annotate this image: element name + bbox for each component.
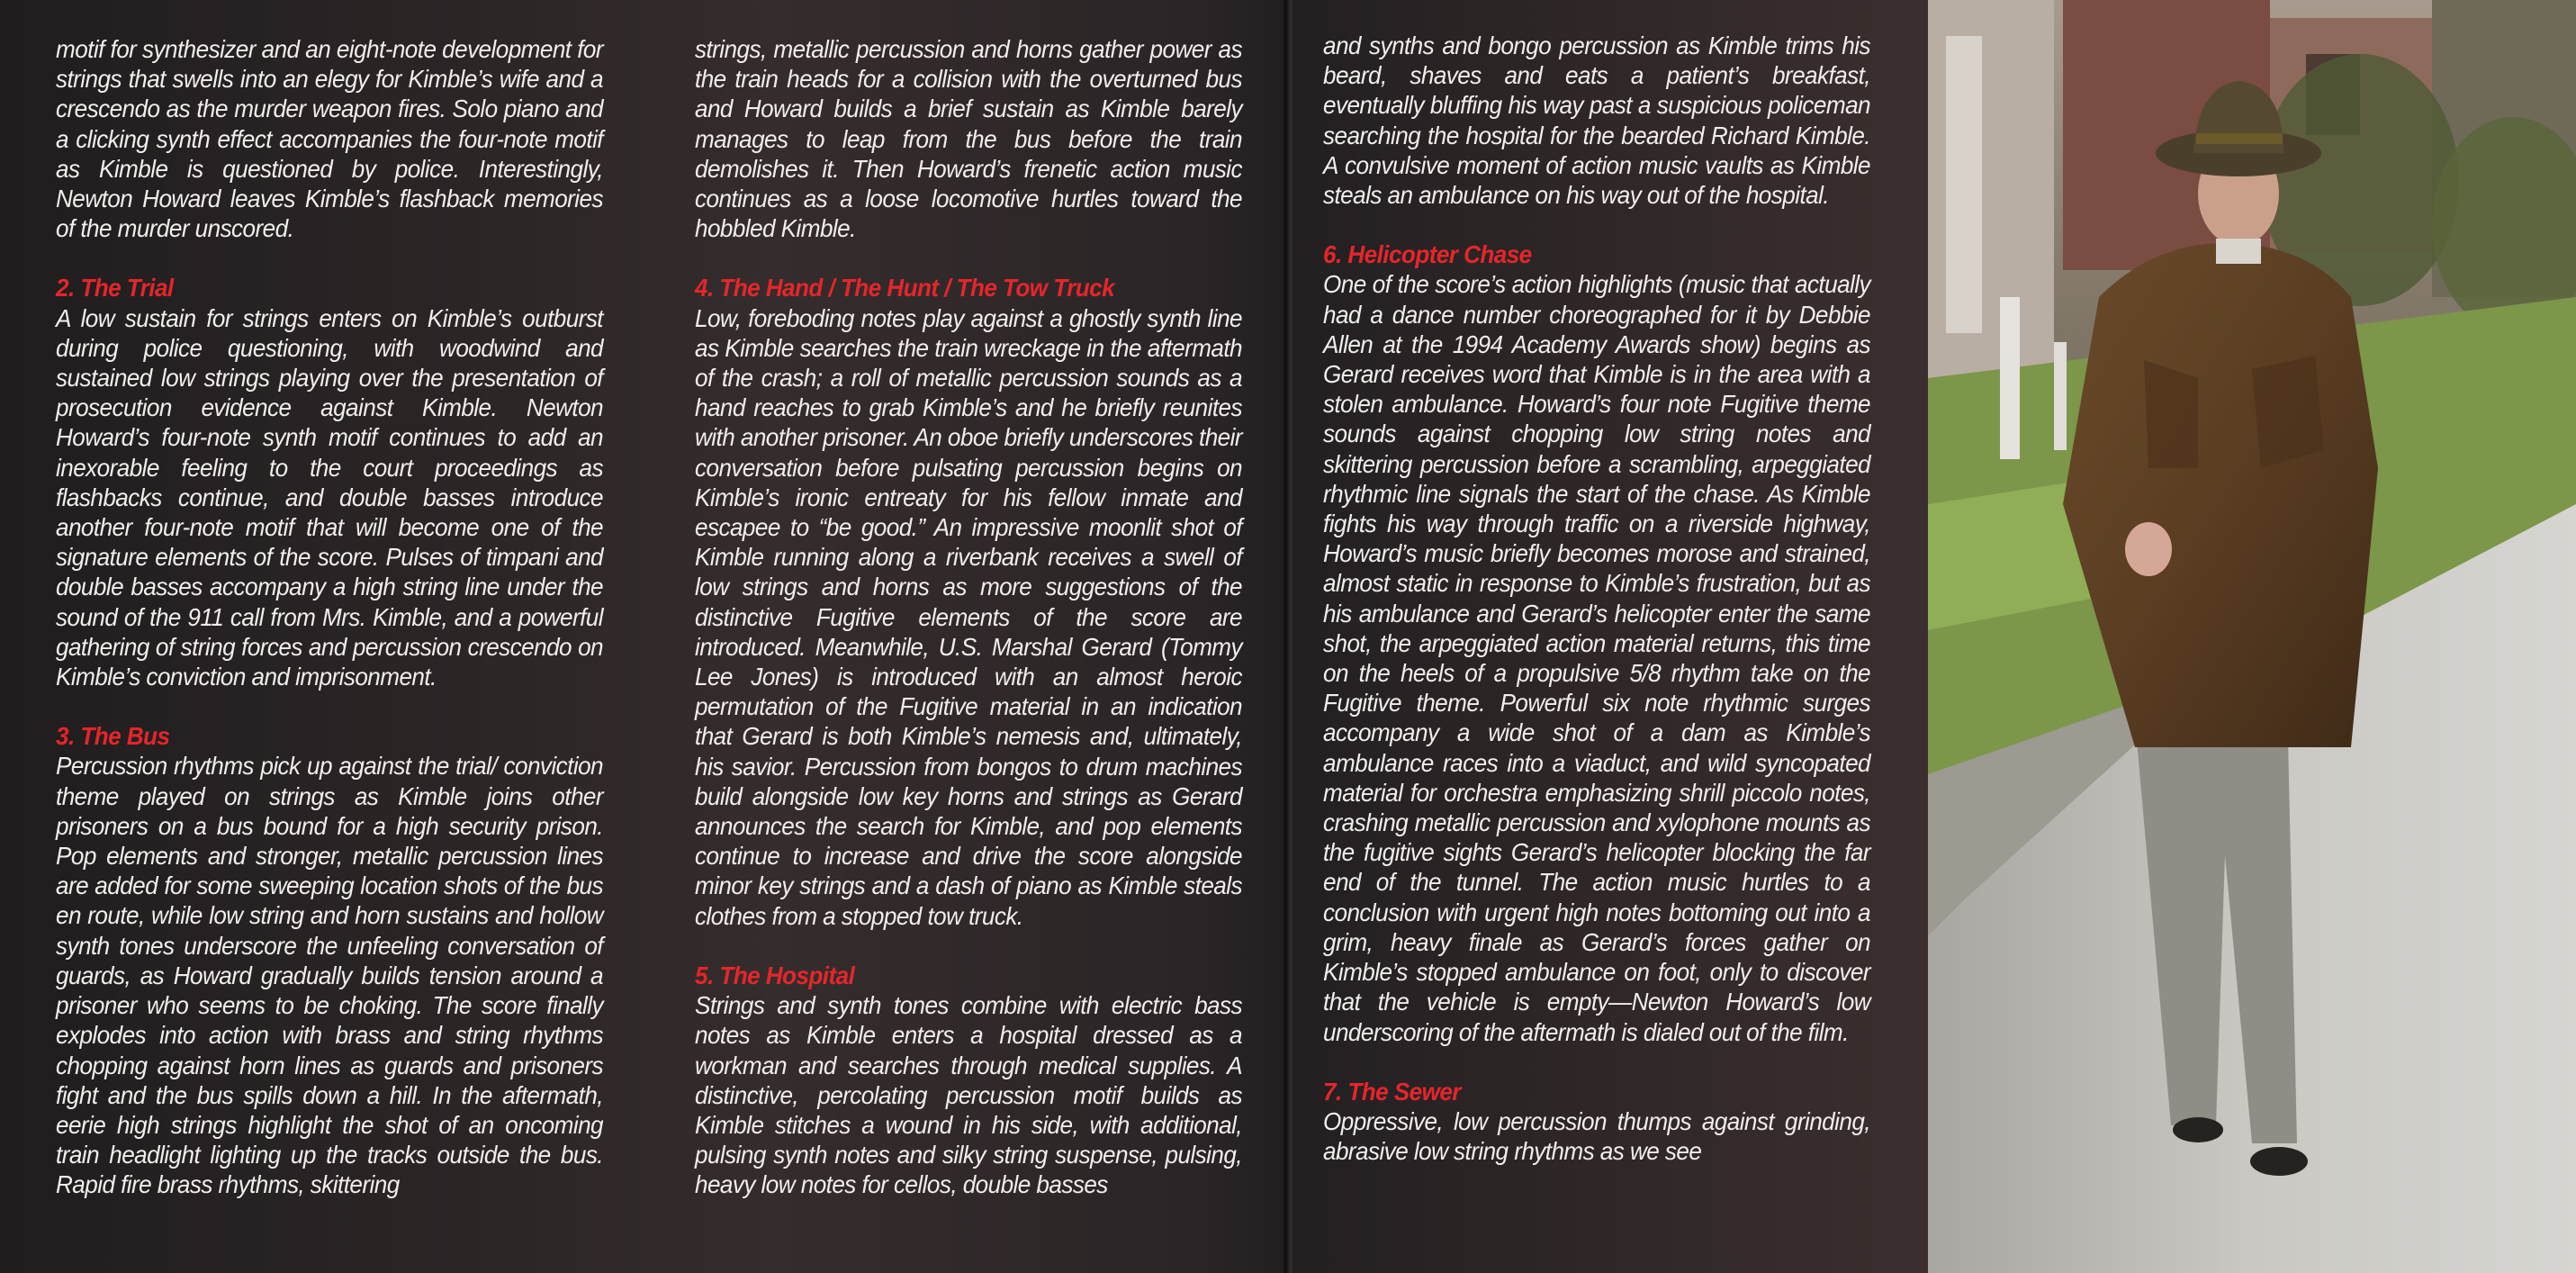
heading-the-hand-hunt-tow-truck: 4. The Hand / The Hunt / The Tow Truck xyxy=(695,274,1115,302)
paragraph-the-sewer: Oppressive, low percussion thumps against grinding, abrasive low string rhythms as we see xyxy=(1323,1106,1870,1166)
text-run: material in an indication that Gerard is both Kimble’s nemesis and, ultimately, his savior. Percussion from bongos to drum machines build alongside low key horns and strings as Gerard announces the search for Kimble, and pop elements continue to increase and drive the score alongside minor key strings and a dash of piano as Kimble steals clothes from a stopped tow truck. xyxy=(695,692,1243,930)
text-column-1 xyxy=(56,34,603,1200)
photo-man-walking-on-sidewalk xyxy=(1928,0,2576,1273)
film-title-emphasis: Fugitive xyxy=(1323,689,1401,718)
film-title-emphasis: Fugitive xyxy=(1720,390,1799,419)
text-run: theme. Powerful six note rhythmic surges accompany a wide shot of a dam as Kimble’s ambulance races into a viaduct, and wild syncopated material for orchestra emphasizing shrill piccolo notes, crashing metallic percussion and xylophone mounts as the fugitive sights Gerard’s helicopter blocking the far end of the tunnel. The action music hurtles to a conclusion with urgent high notes bottoming out into a grim, heavy finale as Gerard’s forces gather on Kimble’s stopped ambulance on foot, only to discover that the vehicle is empty—Newton Howard’s low underscoring of the aftermath is dialed out of the film. xyxy=(1323,689,1870,1046)
heading-the-hospital: 5. The Hospital xyxy=(695,961,855,989)
heading-the-bus: 3. The Bus xyxy=(56,722,170,751)
paragraph-helicopter-chase xyxy=(1323,269,1870,1046)
paragraph-the-hospital: Strings and synth tones combine with electric bass notes as Kimble enters a hospital dressed as a workman and searches through medical supplies. A distinctive, percolating percussion motif builds as Kimble stitches a wound in his side, with additional, pulsing synth notes and silky string suspense, pulsing, heavy low notes for cellos, double basses xyxy=(695,991,1242,1199)
text-run: theme sounds against chopping low string notes and skittering percussion before a scrambling, arpeggiated rhythmic line signals the start of the chase. As Kimble fights his way through traffic on a riverside highway, Howard’s music briefly becomes morose and strained, almost static in response to Kimble’s frustration, but as his ambulance and Gerard’s helicopter enter the same shot, the arpeggiated action material returns, this time on the heels of a propulsive 5/8 rhythm take on the xyxy=(1323,390,1870,688)
paragraph-bus-continued: strings, metallic percussion and horns gather power as the train heads for a collision with the overturned bus and Howard builds a brief sustain as Kimble barely manages to leap from the bus before the train demolishes it. Then Howard’s frenetic action music continues as a loose locomotive hurtles toward the hobbled Kimble. xyxy=(695,35,1242,243)
paragraph-the-bus: Percussion rhythms pick up against the trial/ conviction theme played on strings as Kimble joins other prisoners on a bus bound for a high security prison. Pop elements and stronger, metallic percussion lines are added for some sweeping location shots of the bus en route, while low string and horn sustains and hollow synth tones underscore the unfeeling conversation of guards, as Howard gradually builds tension around a prisoner who seems to be choking. The score finally explodes into action with brass and string rhythms chopping against horn lines as guards and prisoners fight and the bus spills down a hill. In the aftermath, eerie high strings highlight the shot of an oncoming train headlight lighting up the tracks outside the bus. Rapid fire brass rhythms, skittering xyxy=(56,752,603,1199)
text-column-2 xyxy=(695,34,1242,1200)
text-column-3 xyxy=(1323,31,1870,1166)
paragraph-intro: motif for synthesizer and an eight-note development for strings that swells into an elegy for Kimble’s wife and a crescendo as the murder weapon fires. Solo piano and a clicking synth effect accompanies the four-note motif as Kimble is questioned by police. Interestingly, Newton Howard leaves Kimble’s flashback memories of the murder unscored. xyxy=(56,35,603,243)
text-run: One of the score’s action highlights (music that actually had a dance number choreographed for it by Debbie Allen at the 1994 Academy Awards show) begins as Gerard receives word that Kimble is in the area with a stolen ambulance. Howard’s four note xyxy=(1323,270,1870,419)
film-title-emphasis: Fugitive xyxy=(815,602,895,631)
film-title-emphasis: Fugitive xyxy=(899,692,978,721)
text-run: elements of the score are introduced. Meanwhile, U.S. Marshal Gerard (Tommy Lee Jones) is introduced with an almost heroic permutation of the xyxy=(695,602,1242,721)
heading-the-sewer: 7. The Sewer xyxy=(1323,1077,1461,1106)
paragraph-the-trial: A low sustain for strings enters on Kimble’s outburst during police questioning, with woodwind and sustained low strings playing over the presentation of prosecution evidence against Kimble. Newton Howard’s four-note synth motif continues to add an inexorable feeling to the court proceedings as flashbacks continue, and double basses introduce another four-note motif that will become one of the signature elements of the score. Pulses of timpani and double basses accompany a high string line under the sound of the 911 call from Mrs. Kimble, and a powerful gathering of string forces and percussion crescendo on Kimble’s conviction and imprisonment. xyxy=(56,303,603,691)
heading-helicopter-chase: 6. Helicopter Chase xyxy=(1323,240,1532,269)
photo-illustration xyxy=(1928,0,2576,1273)
heading-the-trial: 2. The Trial xyxy=(56,274,174,302)
booklet-fold xyxy=(1282,0,1294,1273)
paragraph-hospital-continued: and synths and bongo percussion as Kimble trims his beard, shaves and eats a patient’s breakfast, eventually bluffing his way past a suspicious policeman searching the hospital for the bearded Richard Kimble. A convulsive moment of action music vaults as Kimble steals an ambulance on his way out of the hospital. xyxy=(1323,32,1870,210)
text-run: Low, foreboding notes play against a ghostly synth line as Kimble searches the train wreckage in the aftermath of the crash; a roll of metallic percussion sounds as a hand reaches to grab Kimble’s and he briefly reunites with another prisoner. An oboe briefly underscores their conversation before pulsating percussion begins on Kimble’s ironic entreaty for his fellow inmate and escapee to “be good.” An impressive moonlit shot of Kimble running along a riverbank receives a swell of low strings and horns as more suggestions of the distinctive xyxy=(695,303,1243,631)
paragraph-the-hand-hunt-tow-truck xyxy=(695,303,1242,931)
